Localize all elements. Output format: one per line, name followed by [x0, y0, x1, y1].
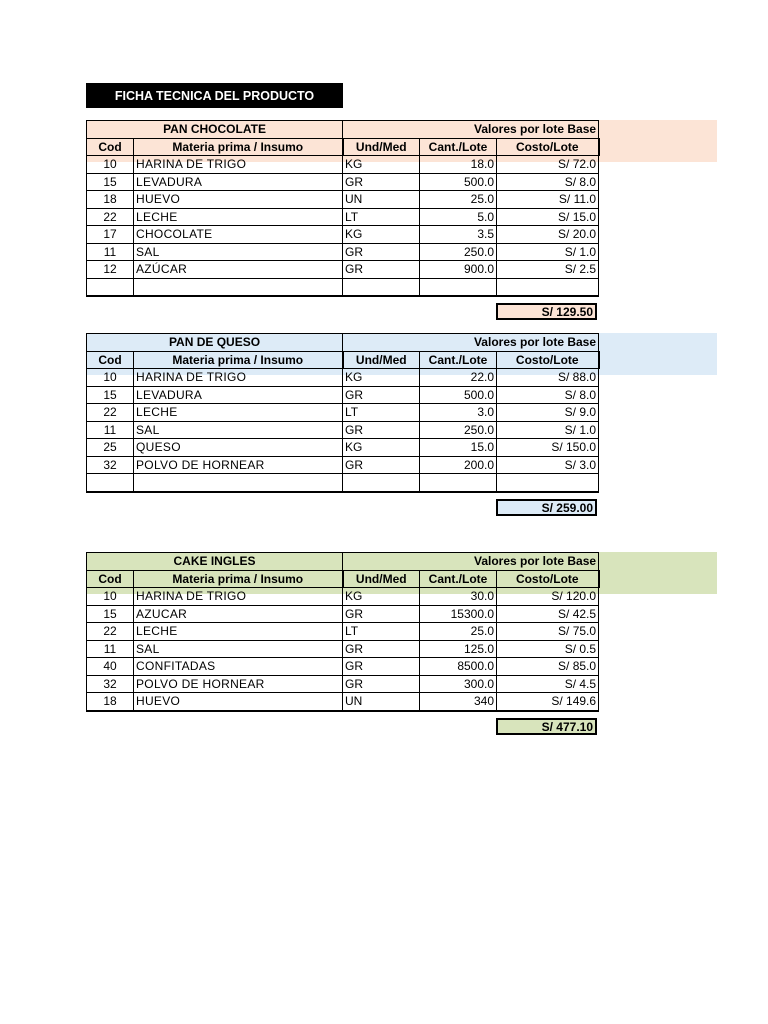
cell-qty: 18.0 — [420, 156, 497, 174]
table-row — [87, 605, 599, 623]
table-row — [87, 191, 599, 209]
col-cod: Cod — [87, 138, 134, 156]
cell-unit: GR — [343, 675, 420, 693]
cell-cod: 40 — [87, 658, 134, 676]
table-row — [87, 226, 599, 244]
cell-cod — [87, 474, 134, 492]
cell-cod: 17 — [87, 226, 134, 244]
cell-unit: GR — [343, 605, 420, 623]
cell-material: QUESO — [134, 439, 343, 457]
cell-cod: 25 — [87, 439, 134, 457]
table-row — [87, 456, 599, 474]
cell-cod: 10 — [87, 156, 134, 174]
cell-unit: UN — [343, 191, 420, 209]
cell-unit: GR — [343, 261, 420, 279]
cell-material: POLVO DE HORNEAR — [134, 675, 343, 693]
cell-material: AZÚCAR — [134, 261, 343, 279]
cell-unit: GR — [343, 456, 420, 474]
col-cost: Costo/Lote — [497, 138, 599, 156]
cell-qty: 500.0 — [420, 386, 497, 404]
col-material: Materia prima / Insumo — [134, 351, 343, 369]
cell-cod: 11 — [87, 421, 134, 439]
cell-cost: S/ 150.0 — [497, 439, 599, 457]
cell-cod: 22 — [87, 208, 134, 226]
cell-cod: 15 — [87, 386, 134, 404]
cell-cost: S/ 2.5 — [497, 261, 599, 279]
cell-material: HARINA DE TRIGO — [134, 588, 343, 606]
table-row — [87, 588, 599, 606]
col-cost: Costo/Lote — [497, 351, 599, 369]
cell-cod: 32 — [87, 675, 134, 693]
total-cost: S/ 129.50 — [496, 303, 597, 320]
cell-qty: 8500.0 — [420, 658, 497, 676]
cell-unit: GR — [343, 243, 420, 261]
cell-cost: S/ 3.0 — [497, 456, 599, 474]
col-qty: Cant./Lote — [420, 570, 497, 588]
table-row — [87, 243, 599, 261]
cell-qty: 250.0 — [420, 421, 497, 439]
values-header: Valores por lote Base — [343, 553, 599, 571]
cell-unit: GR — [343, 640, 420, 658]
table-row — [87, 658, 599, 676]
cell-cost — [497, 474, 599, 492]
cell-unit: UN — [343, 693, 420, 711]
cell-cod: 18 — [87, 191, 134, 209]
cell-cost: S/ 8.0 — [497, 386, 599, 404]
values-header: Valores por lote Base — [343, 121, 599, 139]
cell-unit: KG — [343, 439, 420, 457]
cell-cost: S/ 1.0 — [497, 243, 599, 261]
column-header-row — [87, 351, 599, 369]
cell-unit: KG — [343, 156, 420, 174]
ingredients-table — [86, 333, 600, 493]
cell-qty — [420, 278, 497, 296]
table-row — [87, 208, 599, 226]
column-header-row — [87, 570, 599, 588]
cell-unit: GR — [343, 658, 420, 676]
cell-cod: 11 — [87, 640, 134, 658]
col-material: Materia prima / Insumo — [134, 570, 343, 588]
cell-qty: 15300.0 — [420, 605, 497, 623]
total-cost: S/ 477.10 — [496, 718, 597, 735]
cell-unit: GR — [343, 421, 420, 439]
cell-cod: 22 — [87, 404, 134, 422]
cell-material: CHOCOLATE — [134, 226, 343, 244]
cell-unit — [343, 474, 420, 492]
product-name: PAN CHOCOLATE — [87, 121, 343, 139]
ingredients-table — [86, 120, 600, 297]
cell-unit: KG — [343, 226, 420, 244]
cell-qty: 300.0 — [420, 675, 497, 693]
cell-unit — [343, 278, 420, 296]
cell-material — [134, 474, 343, 492]
product-name: CAKE INGLES — [87, 553, 343, 571]
table-row — [87, 675, 599, 693]
total-cost: S/ 259.00 — [496, 499, 597, 516]
cell-qty: 3.5 — [420, 226, 497, 244]
cell-cod: 15 — [87, 605, 134, 623]
table-row — [87, 369, 599, 387]
cell-qty: 25.0 — [420, 191, 497, 209]
table-row — [87, 386, 599, 404]
cell-cost: S/ 88.0 — [497, 369, 599, 387]
cell-cod: 11 — [87, 243, 134, 261]
col-unit: Und/Med — [343, 138, 420, 156]
cell-material: HUEVO — [134, 693, 343, 711]
cell-unit: LT — [343, 404, 420, 422]
cell-material: SAL — [134, 421, 343, 439]
ingredients-table — [86, 552, 600, 712]
cell-cost: S/ 4.5 — [497, 675, 599, 693]
table-row — [87, 421, 599, 439]
cell-qty: 340 — [420, 693, 497, 711]
cell-unit: GR — [343, 173, 420, 191]
table-row — [87, 439, 599, 457]
cell-material: LECHE — [134, 404, 343, 422]
cell-cost: S/ 9.0 — [497, 404, 599, 422]
col-qty: Cant./Lote — [420, 138, 497, 156]
cell-cod: 22 — [87, 623, 134, 641]
cell-material: LEVADURA — [134, 386, 343, 404]
cell-material: HARINA DE TRIGO — [134, 156, 343, 174]
cell-cod: 10 — [87, 588, 134, 606]
cell-material — [134, 278, 343, 296]
cell-qty: 125.0 — [420, 640, 497, 658]
cell-cod: 18 — [87, 693, 134, 711]
cell-qty: 5.0 — [420, 208, 497, 226]
table-row — [87, 261, 599, 279]
cell-qty: 900.0 — [420, 261, 497, 279]
cell-cod: 10 — [87, 369, 134, 387]
values-header: Valores por lote Base — [343, 334, 599, 352]
cell-unit: KG — [343, 369, 420, 387]
cell-cod: 12 — [87, 261, 134, 279]
cell-qty: 250.0 — [420, 243, 497, 261]
cell-qty: 25.0 — [420, 623, 497, 641]
cell-cost: S/ 11.0 — [497, 191, 599, 209]
cell-material: SAL — [134, 243, 343, 261]
col-unit: Und/Med — [343, 570, 420, 588]
cell-material: AZUCAR — [134, 605, 343, 623]
cell-cost: S/ 0.5 — [497, 640, 599, 658]
table-row — [87, 156, 599, 174]
cell-material: LEVADURA — [134, 173, 343, 191]
cell-material: LECHE — [134, 623, 343, 641]
cell-cost: S/ 1.0 — [497, 421, 599, 439]
cell-qty: 3.0 — [420, 404, 497, 422]
cell-cost: S/ 120.0 — [497, 588, 599, 606]
product-header-row — [87, 553, 599, 571]
product-name: PAN DE QUESO — [87, 334, 343, 352]
cell-cost: S/ 42.5 — [497, 605, 599, 623]
cell-cost: S/ 149.6 — [497, 693, 599, 711]
col-cod: Cod — [87, 570, 134, 588]
cell-material: SAL — [134, 640, 343, 658]
cell-qty: 30.0 — [420, 588, 497, 606]
cell-cost: S/ 85.0 — [497, 658, 599, 676]
cell-unit: KG — [343, 588, 420, 606]
cell-cost: S/ 8.0 — [497, 173, 599, 191]
cell-qty: 22.0 — [420, 369, 497, 387]
col-unit: Und/Med — [343, 351, 420, 369]
cell-cost: S/ 15.0 — [497, 208, 599, 226]
cell-material: LECHE — [134, 208, 343, 226]
cell-material: HUEVO — [134, 191, 343, 209]
col-qty: Cant./Lote — [420, 351, 497, 369]
cell-qty — [420, 474, 497, 492]
table-row — [87, 623, 599, 641]
cell-unit: LT — [343, 623, 420, 641]
table-row — [87, 278, 599, 296]
page-title: FICHA TECNICA DEL PRODUCTO — [86, 83, 343, 108]
product-header-row — [87, 121, 599, 139]
table-row — [87, 693, 599, 711]
cell-cod: 32 — [87, 456, 134, 474]
cell-material: HARINA DE TRIGO — [134, 369, 343, 387]
col-cod: Cod — [87, 351, 134, 369]
cell-cost: S/ 75.0 — [497, 623, 599, 641]
col-cost: Costo/Lote — [497, 570, 599, 588]
cell-cod — [87, 278, 134, 296]
cell-qty: 15.0 — [420, 439, 497, 457]
cell-cost: S/ 20.0 — [497, 226, 599, 244]
cell-unit: LT — [343, 208, 420, 226]
cell-qty: 500.0 — [420, 173, 497, 191]
table-row — [87, 474, 599, 492]
cell-material: POLVO DE HORNEAR — [134, 456, 343, 474]
table-row — [87, 173, 599, 191]
table-row — [87, 640, 599, 658]
cell-material: CONFITADAS — [134, 658, 343, 676]
product-header-row — [87, 334, 599, 352]
table-row — [87, 404, 599, 422]
col-material: Materia prima / Insumo — [134, 138, 343, 156]
cell-unit: GR — [343, 386, 420, 404]
cell-qty: 200.0 — [420, 456, 497, 474]
cell-cost: S/ 72.0 — [497, 156, 599, 174]
cell-cost — [497, 278, 599, 296]
cell-cod: 15 — [87, 173, 134, 191]
column-header-row — [87, 138, 599, 156]
